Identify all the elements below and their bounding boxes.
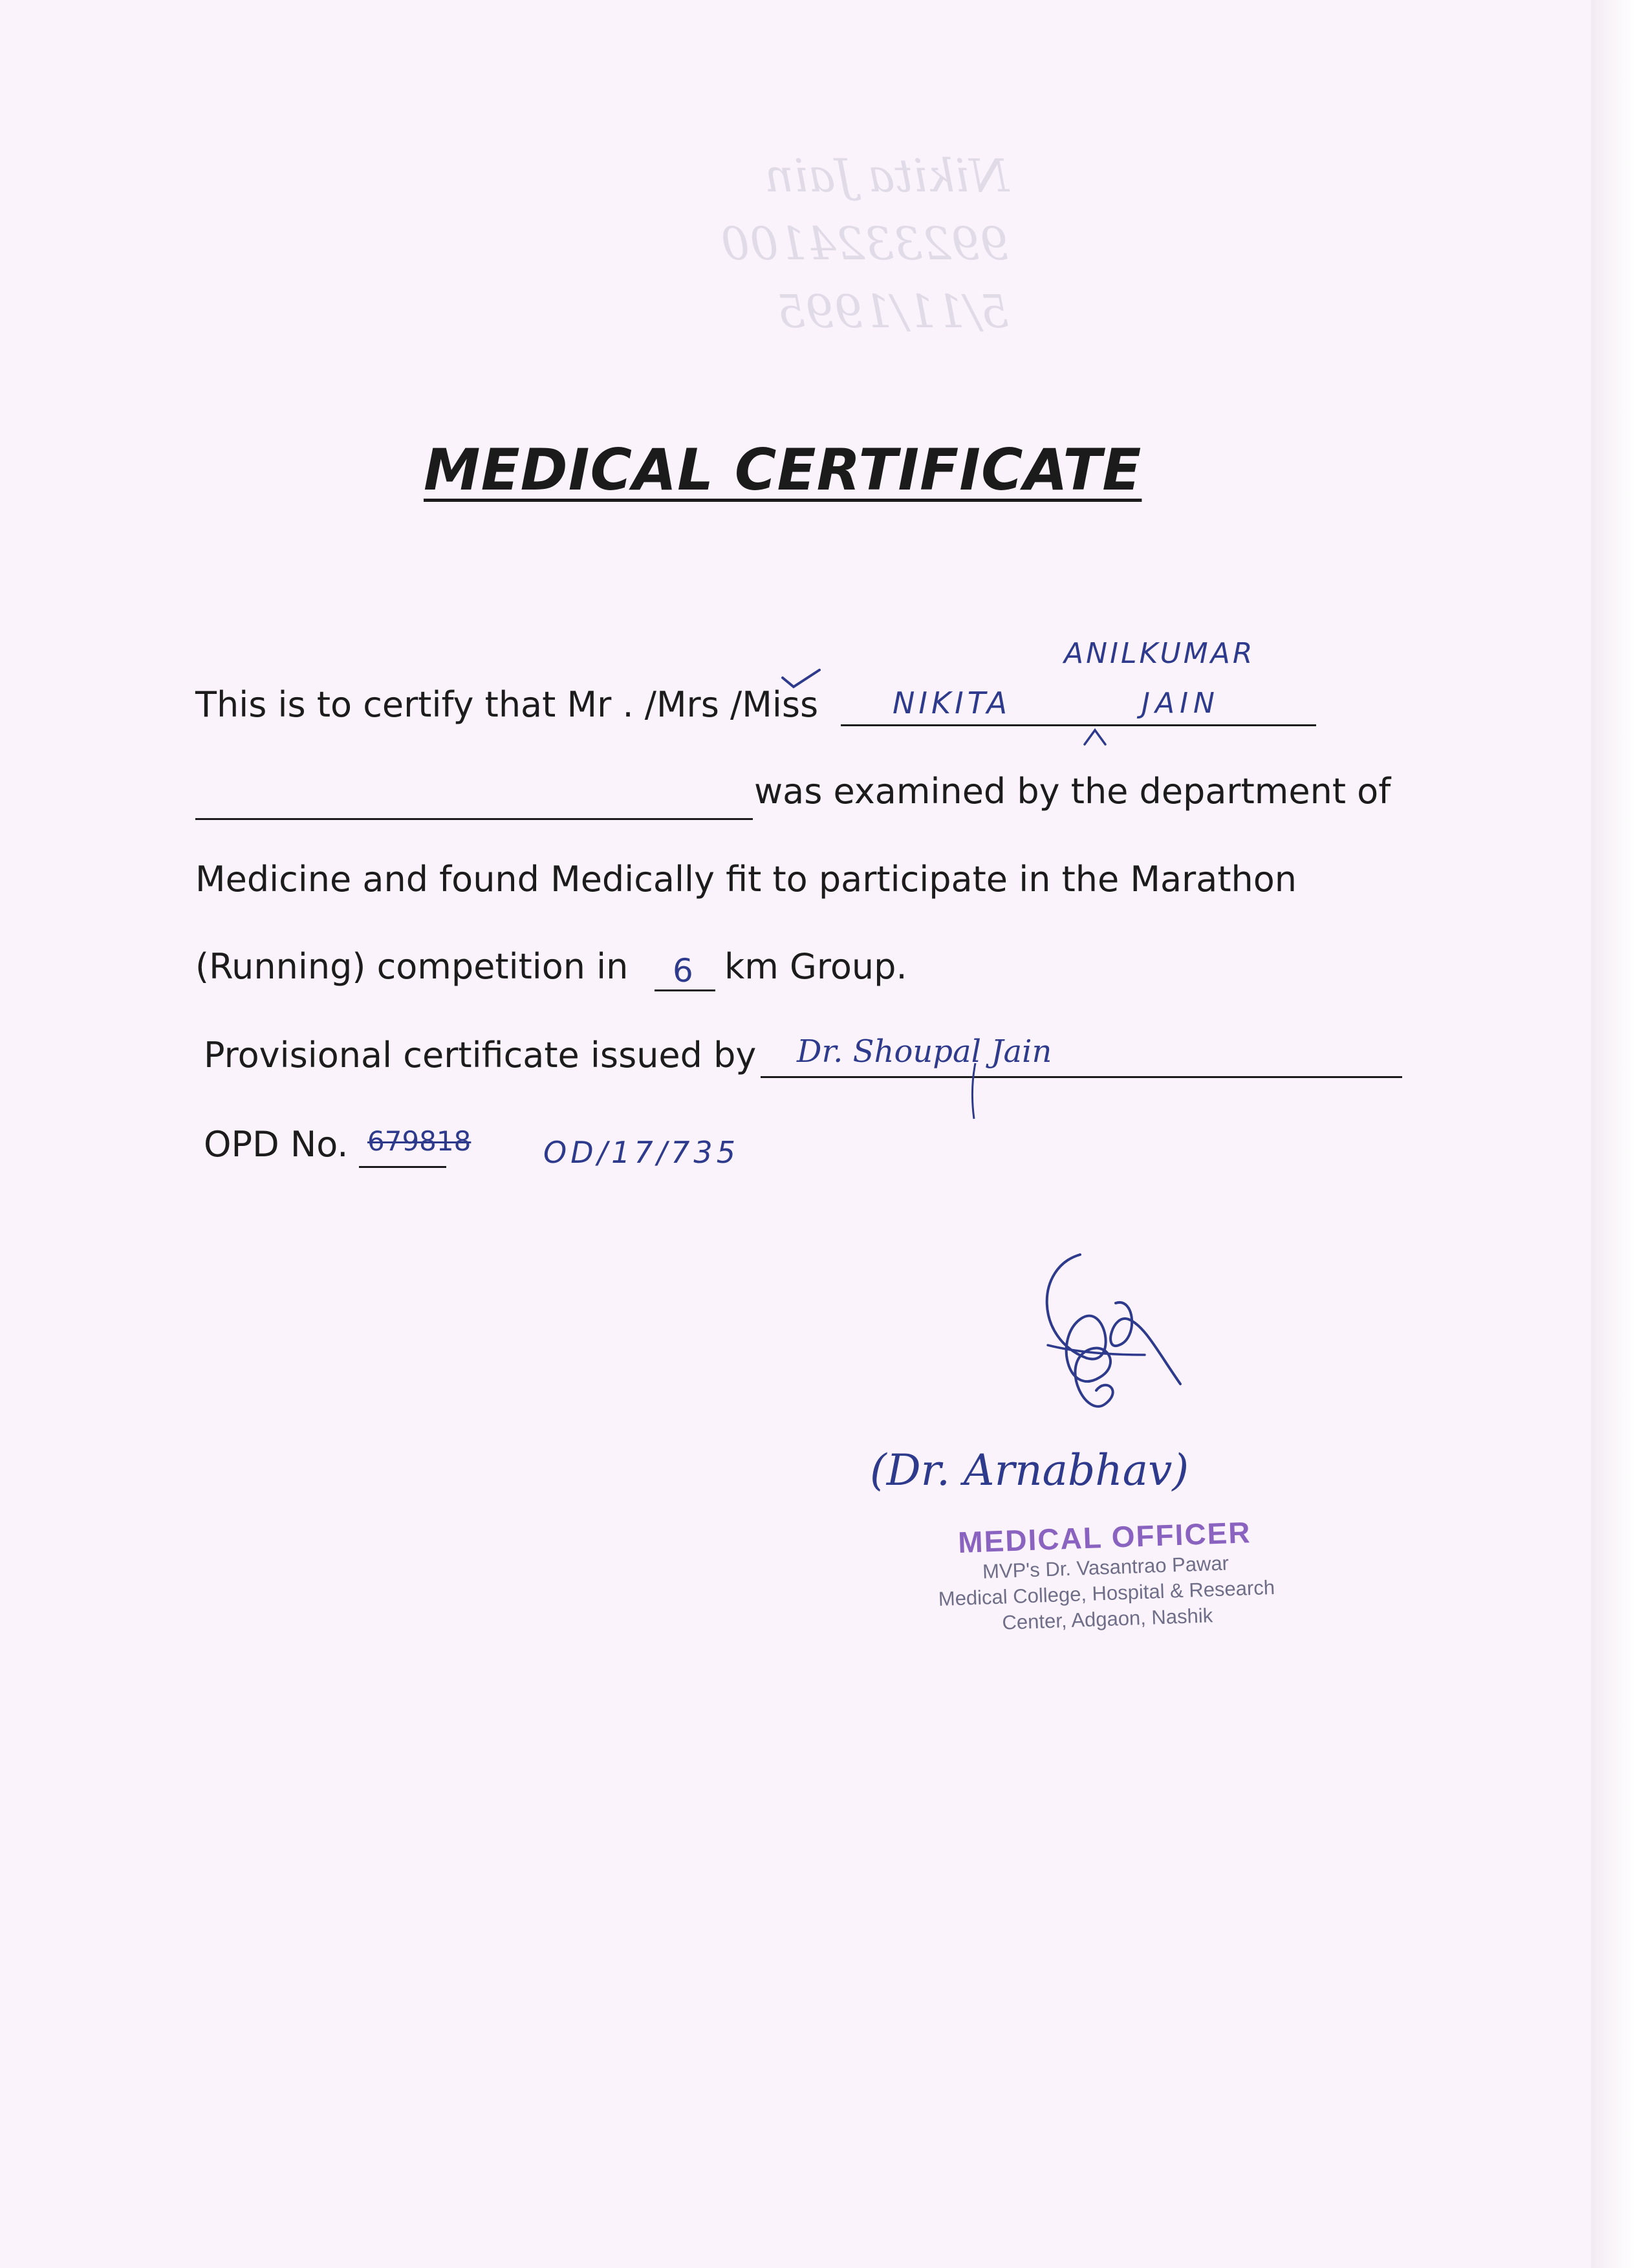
back-bleed-text — [686, 142, 1009, 356]
handwritten-issued-by: Dr. Shoupal Jain — [797, 1033, 1052, 1070]
handwritten-first-name: NIKITA — [893, 686, 1012, 720]
issued-by-rule — [761, 1076, 1402, 1078]
name-continuation-rule — [195, 818, 753, 820]
issued-by-descender — [964, 1061, 983, 1122]
bleed-line: Nikita Jain — [764, 149, 1009, 202]
handwritten-officer-name: (Dr. Arnabhav) — [870, 1445, 1189, 1495]
stamp-title: MEDICAL OFFICER — [957, 1515, 1252, 1559]
stamp-line: Center, Adgaon, Nashik — [1001, 1604, 1213, 1634]
page-edge — [1591, 0, 1635, 2268]
handwritten-surname: JAIN — [1142, 687, 1220, 720]
stamp-line: Medical College, Hospital & Research — [938, 1575, 1275, 1611]
stamp-line: MVP's Dr. Vasantrao Pawar — [982, 1551, 1229, 1583]
handwritten-opd-struck: 679818 — [367, 1125, 471, 1157]
distance-rule — [655, 989, 715, 991]
name-field-rule — [841, 724, 1316, 726]
certify-line-3: Medicine and found Medically fit to participate in the Marathon — [195, 859, 1297, 900]
issued-by-label: Provisional certificate issued by — [204, 1035, 757, 1075]
certify-line-4-prefix: (Running) competition in — [195, 946, 629, 987]
handwritten-opd-number: OD/17/735 — [543, 1135, 739, 1170]
handwritten-distance: 6 — [673, 952, 693, 989]
certify-line-4-suffix: km Group. — [724, 946, 907, 987]
tick-mark-icon — [779, 666, 825, 692]
certify-line-1: This is to certify that Mr . /Mrs /Miss — [195, 684, 819, 725]
handwritten-middle-name: ANILKUMAR — [1064, 637, 1255, 670]
certificate-title: MEDICAL CERTIFICATE — [424, 437, 1142, 503]
medical-officer-stamp — [897, 1513, 1315, 1639]
bleed-line: 9923324100 — [720, 217, 1009, 270]
officer-signature-icon — [1009, 1242, 1196, 1449]
certify-line-2: was examined by the department of — [754, 771, 1391, 812]
opd-rule — [359, 1166, 446, 1168]
opd-label: OPD No. — [204, 1124, 349, 1165]
bleed-line: 5/11/1995 — [777, 285, 1009, 338]
insert-caret-icon — [1082, 728, 1108, 747]
